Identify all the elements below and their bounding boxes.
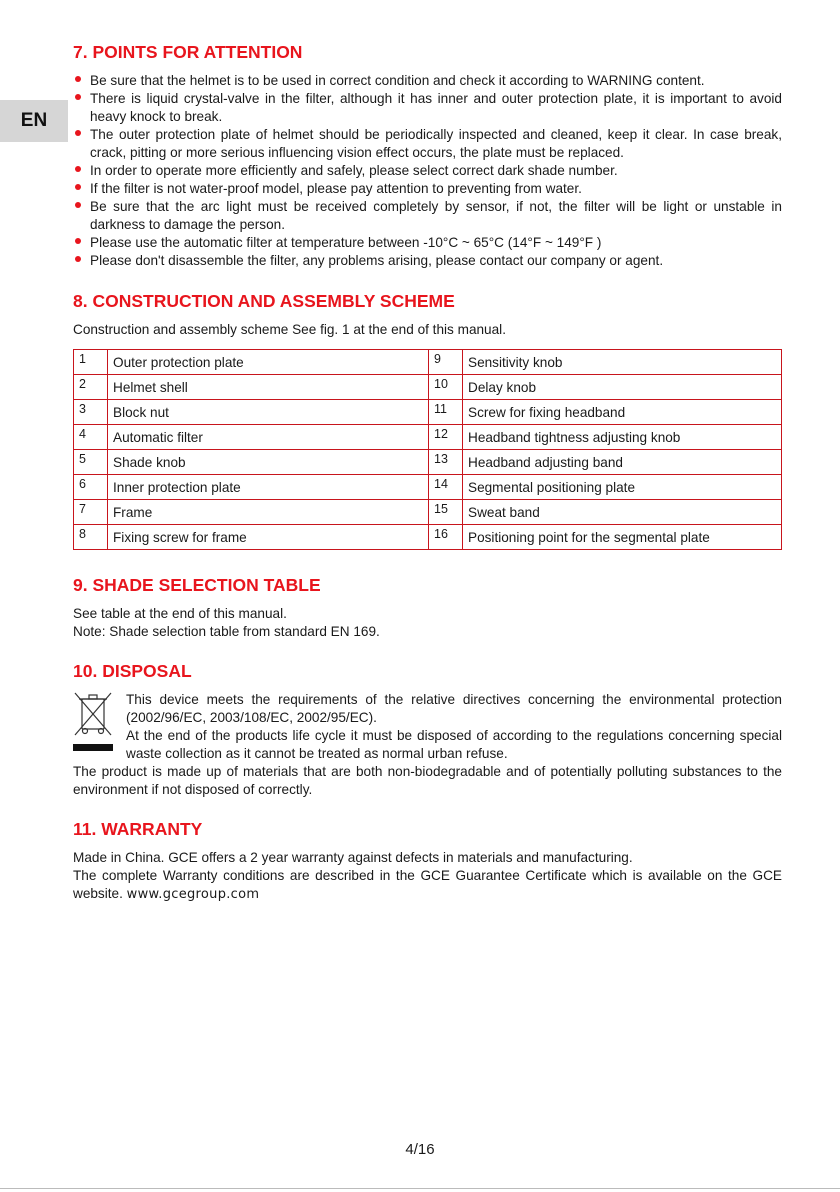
part-label: Outer protection plate	[108, 350, 429, 375]
section-title: 9. SHADE SELECTION TABLE	[73, 575, 321, 595]
parts-table	[73, 349, 782, 550]
list-item: There is liquid crystal-valve in the filter, although it has inner and outer protection plate, it is important to avoid heavy knock to break.	[73, 90, 782, 126]
part-label: Frame	[108, 500, 429, 525]
part-number: 4	[74, 425, 108, 450]
section-title: 7. POINTS FOR ATTENTION	[73, 42, 303, 62]
disposal-para-3: The product is made up of materials that are both non-biodegradable and of potentially polluting substances to the environment if not disposed of correctly.	[73, 764, 782, 797]
list-item: Please use the automatic filter at temperature between -10°C ~ 65°C (14°F ~ 149°F )	[73, 234, 782, 252]
disposal-para-2: At the end of the products life cycle it must be disposed of according to the regulations concerning special waste collection as it cannot be treated as normal urban refuse.	[126, 728, 782, 761]
warranty-text: The complete Warranty conditions are described in the GCE Guarantee Certificate which is available on the GCE website.	[73, 868, 782, 901]
table-row	[74, 500, 782, 525]
list-item: Be sure that the arc light must be received completely by sensor, if not, the filter will be light or unstable in darkness to damage the person.	[73, 198, 782, 234]
part-number: 15	[429, 500, 463, 525]
section-title: 10. DISPOSAL	[73, 661, 192, 681]
part-label: Segmental positioning plate	[463, 475, 782, 500]
part-number: 8	[74, 525, 108, 550]
part-number: 2	[74, 375, 108, 400]
part-number: 3	[74, 400, 108, 425]
page-number: 4/16	[405, 1141, 435, 1158]
table-row	[74, 525, 782, 550]
part-label: Fixing screw for frame	[108, 525, 429, 550]
table-row	[74, 375, 782, 400]
section-points-for-attention	[73, 40, 782, 270]
part-number: 7	[74, 500, 108, 525]
part-label: Shade knob	[108, 450, 429, 475]
part-label: Helmet shell	[108, 375, 429, 400]
table-row	[74, 475, 782, 500]
part-number: 6	[74, 475, 108, 500]
attention-list	[73, 72, 782, 270]
table-row	[74, 400, 782, 425]
part-label: Sweat band	[463, 500, 782, 525]
table-row	[74, 425, 782, 450]
list-item: Be sure that the helmet is to be used in correct condition and check it according to WARNING content.	[73, 72, 782, 90]
part-label: Automatic filter	[108, 425, 429, 450]
part-number: 16	[429, 525, 463, 550]
part-label: Delay knob	[463, 375, 782, 400]
list-item: Please don't disassemble the filter, any problems arising, please contact our company or agent.	[73, 252, 782, 270]
disposal-para-1: This device meets the requirements of the relative directives concerning the environmental protection (2002/96/EC, 2003/108/EC, 2002/95/EC).	[126, 692, 782, 725]
part-label: Block nut	[108, 400, 429, 425]
bottom-divider	[0, 1188, 840, 1189]
section-shade-selection	[73, 573, 782, 641]
part-label: Headband tightness adjusting knob	[463, 425, 782, 450]
part-label: Inner protection plate	[108, 475, 429, 500]
disposal-block	[73, 691, 782, 763]
table-row	[74, 350, 782, 375]
part-number: 11	[429, 400, 463, 425]
section-disposal	[73, 659, 782, 799]
website-link[interactable]: www.gcegroup.com	[126, 887, 260, 902]
part-number: 1	[74, 350, 108, 375]
section-title: 8. CONSTRUCTION AND ASSEMBLY SCHEME	[73, 291, 455, 311]
shade-note: Note: Shade selection table from standard EN 169.	[73, 624, 380, 639]
section-intro: Construction and assembly scheme See fig. 1 at the end of this manual.	[73, 322, 506, 337]
table-row	[74, 450, 782, 475]
part-label: Positioning point for the segmental plate	[463, 525, 782, 550]
section-title: 11. WARRANTY	[73, 819, 203, 839]
warranty-para-2	[73, 867, 782, 904]
part-number: 14	[429, 475, 463, 500]
section-construction	[73, 289, 782, 550]
part-label: Headband adjusting band	[463, 450, 782, 475]
weee-crossed-bin-icon	[73, 691, 113, 753]
part-number: 13	[429, 450, 463, 475]
part-number: 5	[74, 450, 108, 475]
part-number: 9	[429, 350, 463, 375]
section-warranty	[73, 817, 782, 904]
part-number: 12	[429, 425, 463, 450]
shade-line-1: See table at the end of this manual.	[73, 606, 287, 621]
list-item: If the filter is not water-proof model, please pay attention to preventing from water.	[73, 180, 782, 198]
part-label: Sensitivity knob	[463, 350, 782, 375]
warranty-para-1: Made in China. GCE offers a 2 year warranty against defects in materials and manufacturing.	[73, 850, 633, 865]
part-label: Screw for fixing headband	[463, 400, 782, 425]
part-number: 10	[429, 375, 463, 400]
language-tab: EN	[0, 100, 68, 142]
list-item: In order to operate more efficiently and safely, please select correct dark shade number.	[73, 162, 782, 180]
list-item: The outer protection plate of helmet should be periodically inspected and cleaned, keep it clear. In case break, crack, pitting or more serious influencing vision effect occurs, the plate must be replaced.	[73, 126, 782, 162]
